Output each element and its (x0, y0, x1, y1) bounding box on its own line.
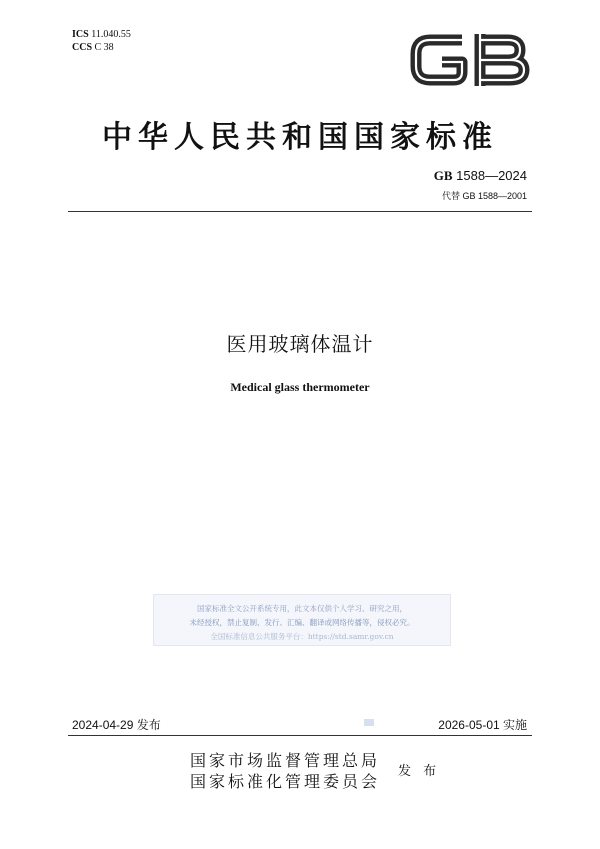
gb-logo (408, 28, 532, 92)
document-title-en: Medical glass thermometer (230, 380, 370, 394)
standard-number (434, 168, 527, 184)
ccs-value: C 38 (94, 42, 114, 53)
logo-text: GB (408, 28, 410, 29)
replaces-standard: 代替 GB 1588—2001 (441, 191, 527, 201)
issue-date: 2024-04-29 发布 (72, 718, 161, 732)
issuer-samr: 国家市场监督管理总局 (190, 751, 381, 770)
classification-codes (72, 28, 131, 54)
ics-value: 11.040.55 (91, 29, 131, 40)
implement-date: 2026-05-01 实施 (438, 718, 527, 732)
ccs-label: CCS (72, 42, 93, 53)
document-title-zh: 医用玻璃体温计 (226, 332, 374, 356)
publish-label: 发 布 (398, 764, 441, 779)
scan-mark (364, 719, 374, 726)
ics-label: ICS (72, 29, 89, 40)
top-divider (68, 211, 532, 212)
watermark-line-3: 全国标准信息公共服务平台：https://std.samr.gov.cn (210, 632, 394, 641)
ics-code (72, 28, 131, 41)
watermark-line-2: 未经授权，禁止复制、发行、汇编、翻译或网络传播等，侵权必究。 (189, 618, 415, 627)
issuer-sac: 国家标准化管理委员会 (190, 772, 381, 791)
ccs-code (72, 41, 131, 54)
bottom-divider (68, 735, 532, 736)
watermark-line-1: 国家标准全文公开系统专用，此文本仅供个人学习、研究之用， (197, 604, 407, 613)
standard-title: 中华人民共和国国家标准 (102, 120, 498, 155)
standard-number-prefix: GB (433, 168, 453, 183)
standard-number-value: 1588—2024 (456, 168, 527, 183)
watermark-notice (153, 594, 451, 646)
